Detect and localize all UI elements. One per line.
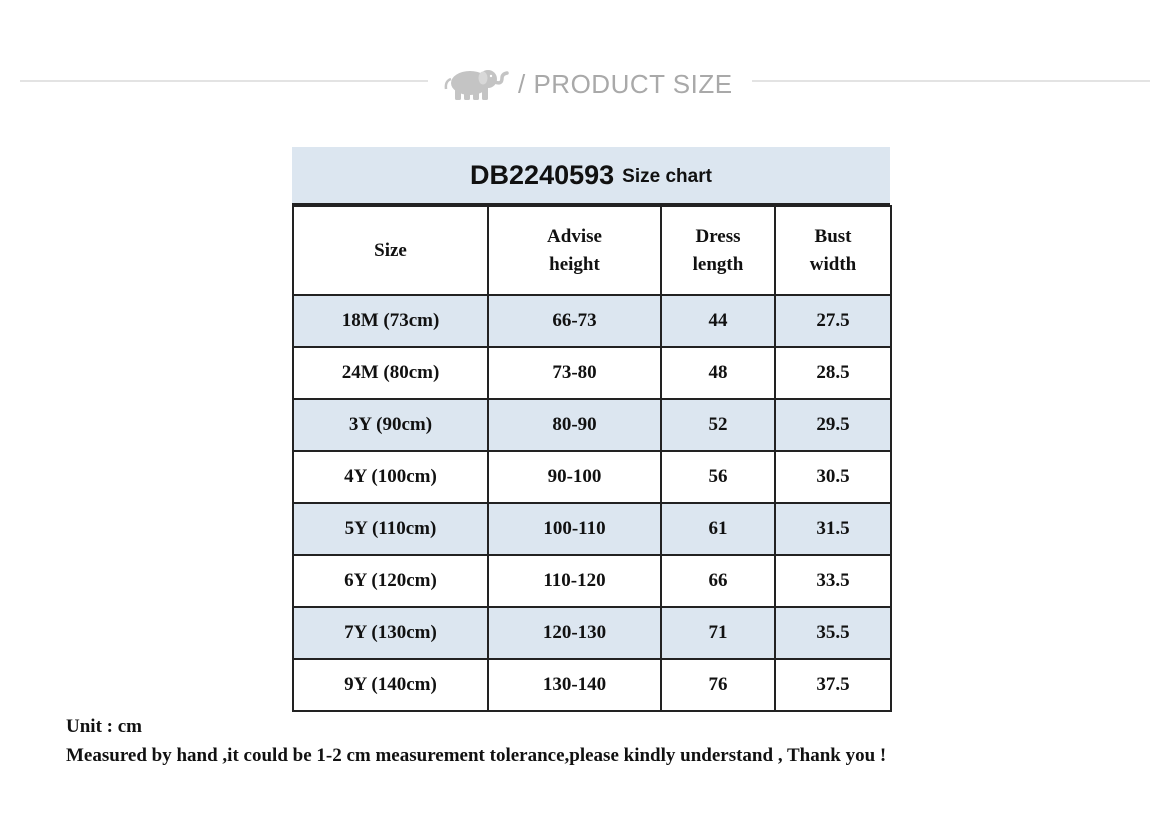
table-row bbox=[293, 503, 891, 555]
cell-size: 18M (73cm) bbox=[293, 295, 488, 347]
cell-dress-length: 66 bbox=[661, 555, 775, 607]
cell-bust-width: 27.5 bbox=[775, 295, 891, 347]
column-header-size: Size bbox=[293, 206, 488, 295]
cell-bust-width: 37.5 bbox=[775, 659, 891, 711]
cell-advise-height: 80-90 bbox=[488, 399, 661, 451]
column-header-dress-length: Dress length bbox=[661, 206, 775, 295]
cell-advise-height: 90-100 bbox=[488, 451, 661, 503]
cell-dress-length: 76 bbox=[661, 659, 775, 711]
unit-note: Unit : cm bbox=[66, 716, 142, 737]
size-table bbox=[292, 205, 892, 712]
cell-size: 4Y (100cm) bbox=[293, 451, 488, 503]
column-header-bust-width: Bust width bbox=[775, 206, 891, 295]
cell-dress-length: 44 bbox=[661, 295, 775, 347]
cell-dress-length: 48 bbox=[661, 347, 775, 399]
section-title: / PRODUCT SIZE bbox=[518, 68, 733, 99]
elephant-icon bbox=[440, 65, 512, 103]
table-row bbox=[293, 607, 891, 659]
column-header-advise-height: Advise height bbox=[488, 206, 661, 295]
size-notes bbox=[66, 712, 886, 770]
cell-size: 7Y (130cm) bbox=[293, 607, 488, 659]
table-row bbox=[293, 659, 891, 711]
cell-advise-height: 120-130 bbox=[488, 607, 661, 659]
cell-bust-width: 35.5 bbox=[775, 607, 891, 659]
cell-size: 5Y (110cm) bbox=[293, 503, 488, 555]
cell-size: 9Y (140cm) bbox=[293, 659, 488, 711]
section-header bbox=[440, 64, 733, 104]
header-divider-right bbox=[752, 80, 1150, 82]
cell-dress-length: 71 bbox=[661, 607, 775, 659]
size-chart bbox=[292, 147, 890, 712]
cell-advise-height: 130-140 bbox=[488, 659, 661, 711]
table-row bbox=[293, 399, 891, 451]
cell-bust-width: 33.5 bbox=[775, 555, 891, 607]
cell-advise-height: 110-120 bbox=[488, 555, 661, 607]
table-row bbox=[293, 295, 891, 347]
cell-dress-length: 52 bbox=[661, 399, 775, 451]
header-divider-left bbox=[20, 80, 428, 82]
cell-bust-width: 28.5 bbox=[775, 347, 891, 399]
product-code: DB2240593 bbox=[470, 159, 615, 190]
cell-size: 3Y (90cm) bbox=[293, 399, 488, 451]
cell-bust-width: 30.5 bbox=[775, 451, 891, 503]
cell-advise-height: 100-110 bbox=[488, 503, 661, 555]
size-chart-title-bar bbox=[292, 147, 890, 205]
cell-advise-height: 66-73 bbox=[488, 295, 661, 347]
table-header-row bbox=[293, 206, 891, 295]
cell-size: 24M (80cm) bbox=[293, 347, 488, 399]
cell-bust-width: 31.5 bbox=[775, 503, 891, 555]
cell-bust-width: 29.5 bbox=[775, 399, 891, 451]
cell-dress-length: 61 bbox=[661, 503, 775, 555]
table-row bbox=[293, 451, 891, 503]
tolerance-note: Measured by hand ,it could be 1-2 cm measurement tolerance,please kindly understand , Thank you ! bbox=[66, 745, 887, 766]
table-row bbox=[293, 555, 891, 607]
cell-dress-length: 56 bbox=[661, 451, 775, 503]
cell-advise-height: 73-80 bbox=[488, 347, 661, 399]
size-chart-label: Size chart bbox=[622, 166, 712, 187]
table-row bbox=[293, 347, 891, 399]
cell-size: 6Y (120cm) bbox=[293, 555, 488, 607]
